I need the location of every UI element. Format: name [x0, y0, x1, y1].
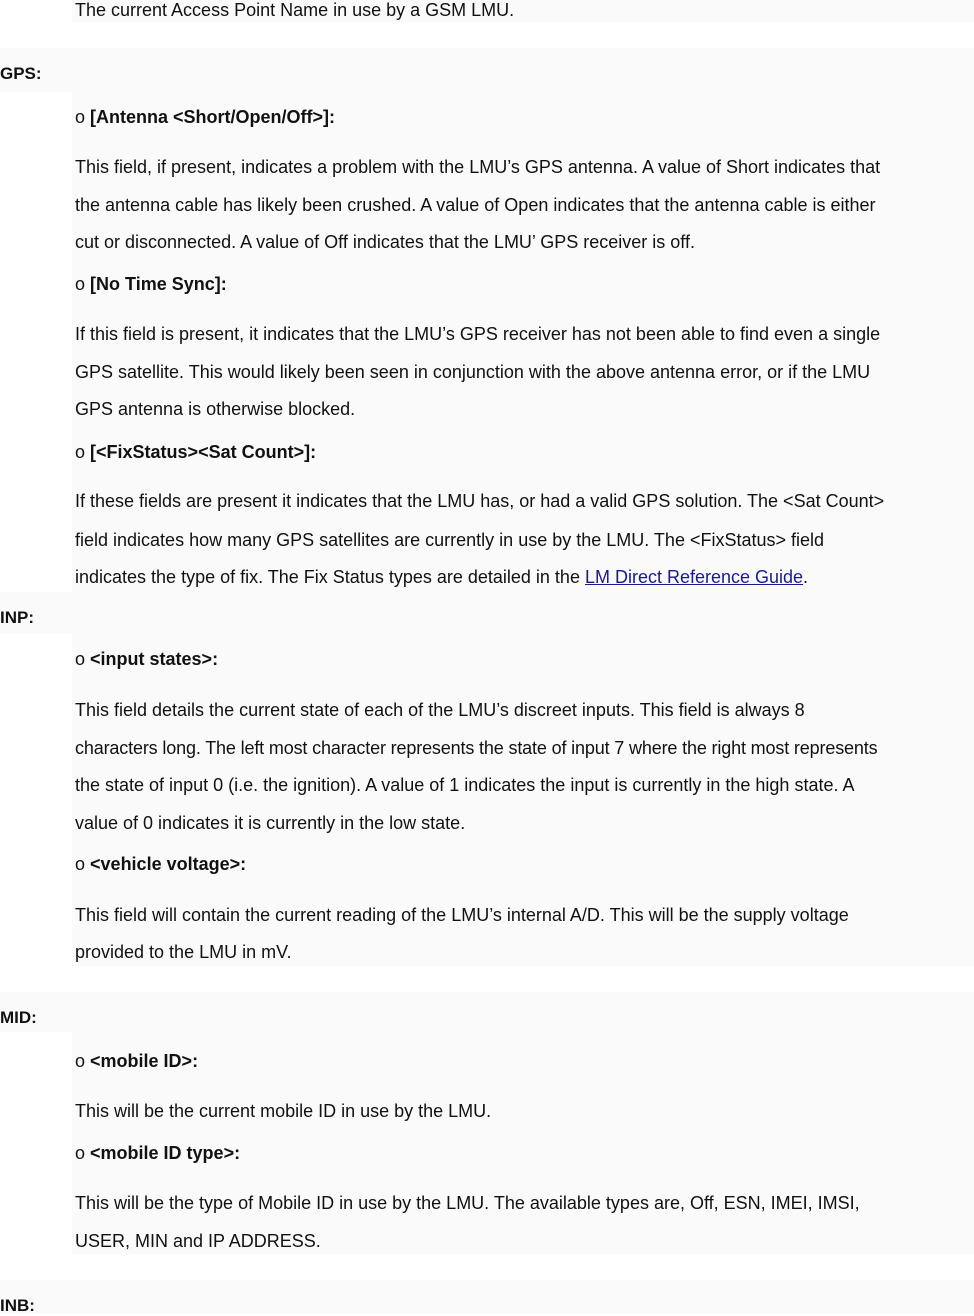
input-states-text-line: value of 0 indicates it is currently in the low state. [75, 813, 466, 833]
shade-inb-heading [0, 1280, 974, 1314]
time-sync-text-line: GPS satellite. This would likely been seen in conjunction with the above antenna error, or if the LMU [75, 362, 871, 382]
bullet-marker: o [75, 649, 86, 669]
apn-description: The current Access Point Name in use by a GSM LMU. [75, 0, 515, 20]
inp-heading: INP: [0, 608, 34, 627]
mobile-id-type-item [75, 1143, 240, 1163]
mobile-id-text-line: This will be the current mobile ID in use by the LMU. [75, 1101, 492, 1121]
gps-antenna-item [75, 107, 335, 127]
shade-mid-heading [0, 992, 974, 1032]
antenna-label: [Antenna <Short/Open/Off>]: [90, 107, 336, 127]
mid-heading: MID: [0, 1008, 37, 1027]
fix-status-text-suffix: . [803, 567, 809, 587]
shade-inp-heading [0, 592, 974, 634]
shade-gps-heading [0, 48, 974, 92]
reference-guide-link[interactable]: LM Direct Reference Guide [584, 567, 804, 587]
vehicle-voltage-text-line: This field will contain the current reading of the LMU’s internal A/D. This will be the supply voltage [75, 905, 849, 925]
inb-heading: INB: [0, 1296, 35, 1315]
gps-time-sync-item [75, 274, 227, 294]
antenna-text-line: This field, if present, indicates a problem with the LMU’s GPS antenna. A value of Short indicates that [75, 157, 881, 177]
antenna-text-line: the antenna cable has likely been crushed. A value of Open indicates that the antenna cable is either [75, 195, 876, 215]
time-sync-text-line: GPS antenna is otherwise blocked. [75, 399, 356, 419]
input-states-text-line: characters long. The left most character represents the state of input 7 where the right most represents [75, 738, 878, 758]
bullet-marker: o [75, 107, 86, 127]
mobile-id-type-label: <mobile ID type>: [90, 1143, 241, 1163]
mobile-id-type-text-line: This will be the type of Mobile ID in use by the LMU. The available types are, Off, ESN, IMEI, IMSI, [75, 1193, 860, 1213]
fix-status-text-prefix: indicates the type of fix. The Fix Status types are detailed in the [75, 567, 585, 587]
mobile-id-item [75, 1051, 198, 1071]
fix-status-label: [<FixStatus><Sat Count>]: [90, 442, 317, 462]
time-sync-label: [No Time Sync]: [90, 274, 227, 294]
vehicle-voltage-text-line: provided to the LMU in mV. [75, 942, 292, 962]
fix-status-text-line [75, 567, 808, 587]
gps-fix-status-item [75, 442, 316, 462]
bullet-marker: o [75, 1051, 86, 1071]
bullet-marker: o [75, 1143, 86, 1163]
mobile-id-type-text-line: USER, MIN and IP ADDRESS. [75, 1231, 321, 1251]
vehicle-voltage-item [75, 854, 246, 874]
input-states-label: <input states>: [90, 649, 219, 669]
time-sync-text-line: If this field is present, it indicates that the LMU’s GPS receiver has not been able to find even a single [75, 324, 881, 344]
antenna-text-line: cut or disconnected. A value of Off indicates that the LMU’ GPS receiver is off. [75, 232, 695, 252]
bullet-marker: o [75, 854, 86, 874]
fix-status-text-line: If these fields are present it indicates that the LMU has, or had a valid GPS solution. The <Sat Count> [75, 491, 885, 511]
fix-status-text-line: field indicates how many GPS satellites are currently in use by the LMU. The <FixStatus> field [75, 530, 825, 550]
gps-heading: GPS: [0, 64, 42, 83]
mobile-id-label: <mobile ID>: [90, 1051, 199, 1071]
vehicle-voltage-label: <vehicle voltage>: [90, 854, 247, 874]
input-states-item [75, 649, 218, 669]
input-states-text-line: This field details the current state of each of the LMU’s discreet inputs. This field is always 8 [75, 700, 805, 720]
input-states-text-line: the state of input 0 (i.e. the ignition). A value of 1 indicates the input is currently in the high state. A [75, 775, 855, 795]
bullet-marker: o [75, 274, 86, 294]
bullet-marker: o [75, 442, 86, 462]
